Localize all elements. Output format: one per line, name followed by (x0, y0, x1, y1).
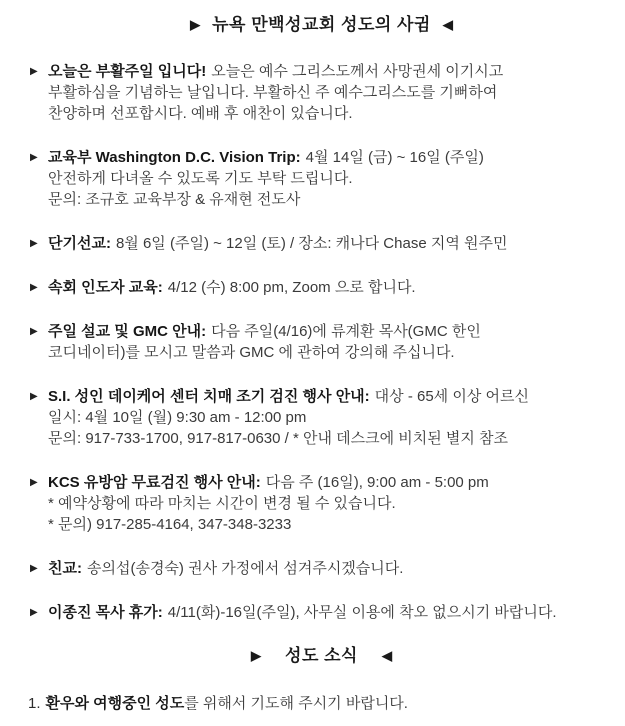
announcement-text: 4/11(화)-16일(주일), 사무실 이용에 착오 없으시기 바랍니다. (167, 604, 557, 621)
announcement-text: 대상 - 65세 이상 어르신 (374, 388, 529, 405)
announcement-easter (30, 61, 613, 124)
announcement-lead: 속회 인도자 교육: (48, 279, 163, 296)
announcement-body (48, 147, 613, 210)
announcement-line (48, 147, 613, 168)
announcement-line: 문의: 조규호 교육부장 & 유재현 전도사 (48, 191, 301, 208)
announcement-line (48, 558, 613, 579)
announcement-line (48, 321, 613, 342)
announcement-dementia-screening (30, 386, 613, 449)
announcement-line (48, 472, 613, 493)
bullet-triangle-icon: ▶ (30, 391, 38, 402)
left-triangle-icon: ◀ (381, 648, 392, 663)
section1-title-text: 뉴욕 만백성교회 성도의 사귐 (212, 15, 431, 34)
announcement-text: 4/12 (수) 8:00 pm, Zoom 으로 합니다. (167, 279, 416, 296)
announcement-body (48, 277, 613, 298)
bullet-triangle-icon: ▶ (30, 477, 38, 488)
right-triangle-icon: ▶ (190, 17, 201, 32)
bullet-triangle-icon: ▶ (30, 238, 38, 249)
announcement-line: 찬양하며 선포합시다. 예배 후 애찬이 있습니다. (48, 105, 353, 122)
announcement-body (48, 61, 613, 124)
announcement-line: 일시: 4월 10일 (월) 9:30 am - 12:00 pm (48, 409, 307, 426)
news-item-text: 를 위해서 기도해 주시기 바랍니다. (184, 695, 408, 712)
announcement-body (48, 472, 613, 535)
announcement-fellowship (30, 558, 613, 579)
bullet-triangle-icon: ▶ (30, 282, 38, 293)
announcement-line: 부활하심을 기념하는 날입니다. 부활하신 주 예수그리스도를 기뻐하여 (48, 84, 498, 101)
announcement-line (48, 61, 613, 82)
announcement-line (48, 602, 613, 623)
announcement-kcs-screening (30, 472, 613, 535)
announcement-lead: 주일 설교 및 GMC 안내: (48, 323, 207, 340)
section1-title (30, 15, 613, 36)
announcement-pastor-vacation (30, 602, 613, 623)
news-item-body (46, 693, 408, 714)
announcement-text: 다음 주일(4/16)에 류계환 목사(GMC 한인 (211, 323, 481, 340)
announcement-line: 문의: 917-733-1700, 917-817-0630 / * 안내 데스크에 비치된 별지 참조 (48, 430, 509, 447)
announcement-body (48, 558, 613, 579)
announcement-body (48, 233, 613, 254)
announcement-line (48, 277, 613, 298)
announcement-line (48, 233, 613, 254)
announcement-line: 코디네이터)를 모시고 말씀과 GMC 에 관하여 강의해 주십니다. (48, 344, 455, 361)
bullet-triangle-icon: ▶ (30, 152, 38, 163)
bullet-triangle-icon: ▶ (30, 607, 38, 618)
announcement-vision-trip (30, 147, 613, 210)
announcement-line (48, 386, 613, 407)
announcement-body (48, 602, 613, 623)
section2-title-text: 성도 소식 (285, 646, 358, 665)
announcement-text: 다음 주 (16일), 9:00 am - 5:00 pm (265, 474, 489, 491)
announcement-text: 송의섭(송경숙) 권사 가정에서 섬겨주시겠습니다. (86, 560, 404, 577)
announcement-text: 4월 14일 (금) ~ 16일 (주일) (305, 149, 484, 166)
left-triangle-icon: ◀ (442, 17, 453, 32)
announcement-text: 오늘은 예수 그리스도께서 사망권세 이기시고 (211, 63, 504, 80)
bullet-triangle-icon: ▶ (30, 326, 38, 337)
announcement-lead: 친교: (48, 560, 82, 577)
news-item-prayer (28, 693, 613, 714)
announcement-body (48, 386, 613, 449)
announcement-body (48, 321, 613, 363)
announcement-gmc (30, 321, 613, 363)
news-item-lead: 환우와 여행중인 성도 (45, 695, 185, 712)
announcement-lead: KCS 유방암 무료검진 행사 안내: (48, 474, 261, 491)
bullet-triangle-icon: ▶ (30, 563, 38, 574)
announcement-text: 8월 6일 (주일) ~ 12일 (토) / 장소: 캐나다 Chase 지역 원주민 (115, 235, 508, 252)
announcement-lead: 단기선교: (48, 235, 111, 252)
section2-title (30, 646, 613, 667)
announcement-leader-training (30, 277, 613, 298)
announcement-lead: S.I. 성인 데이케어 센터 치매 조기 검진 행사 안내: (48, 388, 370, 405)
announcement-line: * 예약상황에 따라 마치는 시간이 변경 될 수 있습니다. (48, 495, 396, 512)
news-item-number: 1. (28, 695, 41, 712)
right-triangle-icon: ▶ (251, 648, 262, 663)
announcement-lead: 교육부 Washington D.C. Vision Trip: (48, 149, 301, 166)
announcement-lead: 이종진 목사 휴가: (48, 604, 163, 621)
announcement-line: 안전하게 다녀올 수 있도록 기도 부탁 드립니다. (48, 170, 353, 187)
bullet-triangle-icon: ▶ (30, 66, 38, 77)
announcement-mission (30, 233, 613, 254)
announcement-lead: 오늘은 부활주일 입니다! (48, 63, 207, 80)
announcement-line: * 문의) 917-285-4164, 347-348-3233 (48, 516, 292, 533)
